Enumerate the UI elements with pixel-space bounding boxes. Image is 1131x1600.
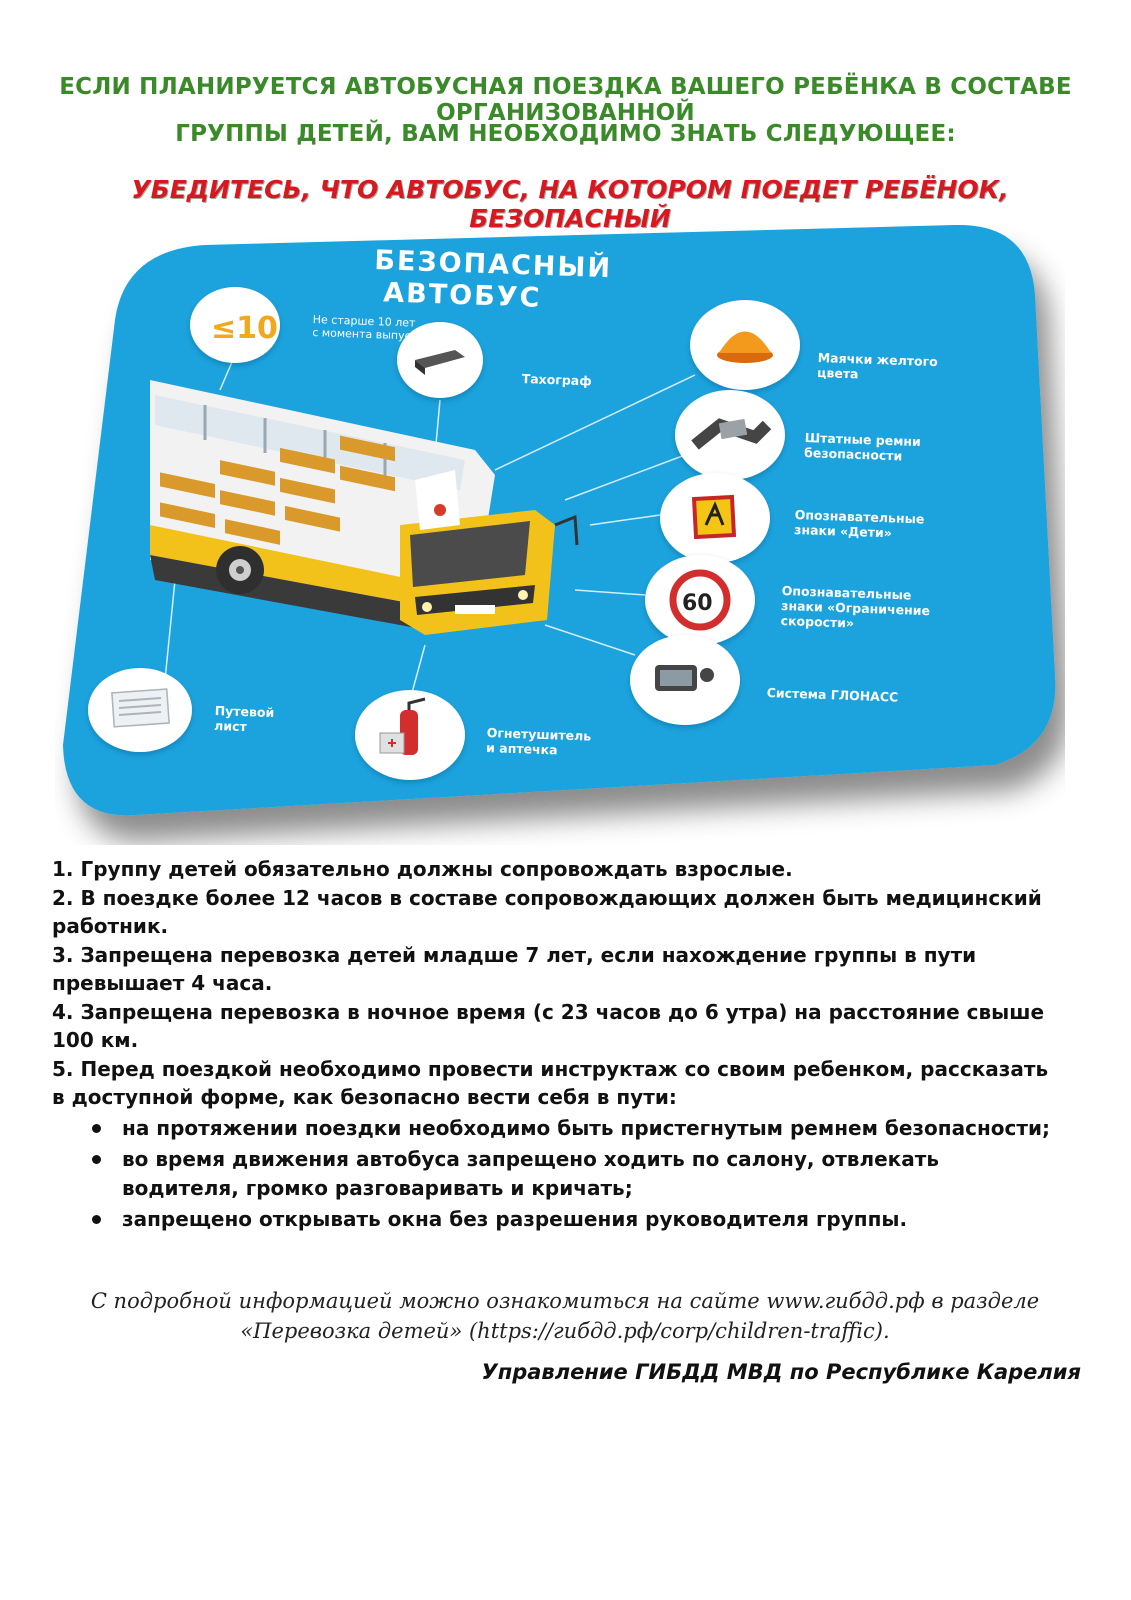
children-signs-label [794,507,925,542]
rule-1: 1. Группу детей обязательно должны сопровождать взрослые. [52,857,793,881]
infographic-title-line-2: АВТОБУС [382,277,542,314]
beacons-label [817,350,938,384]
extinguisher-label [486,725,591,759]
authority-signature: Управление ГИБДД МВД по Республике Карелия [481,1360,1081,1384]
footnote-line-2: «Перевозка детей» (https://гибдд.рф/corp/children-traffic). [240,1319,890,1343]
belts-label [804,430,921,464]
children-sign-icon [660,473,770,563]
speed-signs-label-line-2: знаки «Ограничение [780,597,931,619]
waybill-label [214,703,275,735]
instruction-bullets [52,1114,1062,1234]
svg-text:60: 60 [682,591,713,616]
age-label [312,313,425,343]
seat-belt-icon [675,390,785,480]
speed-limit-icon [645,555,755,645]
glonass-label: Система ГЛОНАСС [766,685,899,705]
safe-bus-infographic [55,225,1065,845]
rule-3: 3. Запрещена перевозка детей младше 7 лет, если нахождение группы в пути превышает 4 часа. [52,942,977,995]
speed-signs-label [780,583,930,633]
beacon-icon [690,300,800,390]
age-label-line-1: Не старше 10 лет [312,313,416,330]
extinguisher-icon [355,690,465,780]
infographic-title [373,245,613,317]
rule-4: 4. Запрещена перевозка в ночное время (с 23 часов до 6 утра) на расстояние свыше 100 км. [52,999,1045,1052]
children-signs-label-line-2: знаки «Дети» [793,521,893,541]
bullet-text: запрещено открывать окна без разрешения руководителя группы. [122,1207,908,1231]
bullet-icon [92,1215,101,1224]
bullet-item [92,1145,1062,1202]
age-badge-icon [190,287,280,363]
footnote-line-1: С подробной информацией можно ознакомиться на сайте www.гибдд.рф в разделе [90,1289,1040,1313]
bullet-icon [92,1155,101,1164]
svg-text:≤10: ≤10 [211,311,278,346]
rules-list [52,855,1062,1237]
heading-line-2: ГРУППЫ ДЕТЕЙ, ВАМ НЕОБХОДИМО ЗНАТЬ СЛЕДУЮЩЕЕ: [175,121,956,147]
rule-2: 2. В поездке более 12 часов в составе сопровождающих должен быть медицинский работник. [52,885,1042,938]
infographic-title-line-1: БЕЗОПАСНЫЙ [373,245,613,285]
speed-signs-label-line-3: скорости» [780,612,855,631]
tachograph-label: Тахограф [521,371,592,389]
waybill-label-line-2: лист [213,717,248,735]
bullet-item [92,1114,1062,1143]
bullet-text: во время движения автобуса запрещено ходить по салону, отвлекать водителя, громко разговаривать и кричать; [122,1147,939,1200]
bullet-item [92,1205,1062,1234]
children-signs-label-line-1: Опознавательные [794,507,925,527]
belts-label-line-1: Штатные ремни [804,430,922,450]
rule-5: 5. Перед поездкой необходимо провести инструктаж со своим ребенком, рассказать в доступной форме, как безопасно вести себя в пути: [52,1056,1049,1109]
extinguisher-label-line-2: и аптечка [485,739,558,758]
waybill-icon [88,668,192,752]
speed-signs-label-line-1: Опознавательные [781,583,912,603]
age-label-line-2: с момента выпуска [312,325,425,343]
waybill-label-line-1: Путевой [214,703,275,721]
heading-line-1: ЕСЛИ ПЛАНИРУЕТСЯ АВТОБУСНАЯ ПОЕЗДКА ВАШЕГО РЕБЁНКА В СОСТАВЕ ОРГАНИЗОВАННОЙ [59,74,1072,126]
beacons-label-line-2: цвета [816,364,859,382]
bullet-text: на протяжении поездки необходимо быть пристегнутым ремнем безопасности; [122,1115,1050,1140]
beacons-label-line-1: Маячки желтого [817,350,939,370]
info-footnote [60,1286,1070,1346]
warning-heading: УБЕДИТЕСЬ, ЧТО АВТОБУС, НА КОТОРОМ ПОЕДЕТ РЕБЁНОК, БЕЗОПАСНЫЙ [131,175,1009,233]
extinguisher-label-line-1: Огнетушитель [486,725,592,744]
belts-label-line-2: безопасности [803,444,903,464]
glonass-icon [630,635,740,725]
bullet-icon [92,1124,101,1133]
